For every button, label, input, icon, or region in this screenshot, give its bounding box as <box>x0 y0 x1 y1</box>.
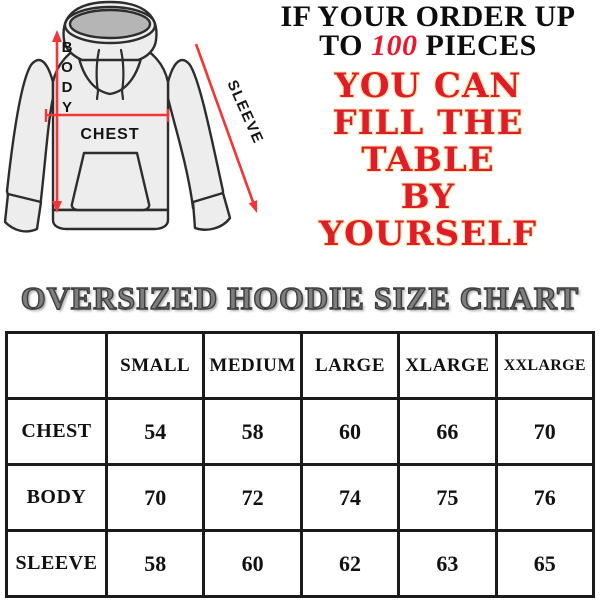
sleeve-medium-value: 60 <box>204 531 301 597</box>
order-quantity: 100 <box>370 29 418 62</box>
table-row-body <box>7 465 594 531</box>
promo-line: BY <box>400 177 456 217</box>
sleeve-xlarge-value: 63 <box>399 531 496 597</box>
headline-line-1: IF YOUR ORDER UP <box>280 0 576 33</box>
hoodie-hem-band <box>53 210 168 229</box>
chest-xxlarge-value: 70 <box>496 399 593 465</box>
body-medium-value: 72 <box>204 465 301 531</box>
promo-line: TABLE <box>361 140 495 180</box>
sleeve-small-value: 58 <box>107 531 204 597</box>
promo-line: YOU CAN <box>334 66 522 106</box>
chest-medium-value: 58 <box>204 399 301 465</box>
body-arrow-top-head <box>52 30 62 42</box>
column-header-xlarge: XLARGE <box>399 333 496 399</box>
size-table <box>5 331 595 598</box>
sleeve-label: SLEEVE <box>223 77 267 147</box>
sleeve-xxlarge-value: 65 <box>496 531 593 597</box>
chest-small-value: 54 <box>107 399 204 465</box>
hoodie-measurement-diagram <box>0 0 270 265</box>
column-header-xxlarge: XXLARGE <box>496 333 593 399</box>
chest-large-value: 60 <box>301 399 398 465</box>
chest-xlarge-value: 66 <box>399 399 496 465</box>
table-row-sleeve <box>7 531 594 597</box>
table-row-chest <box>7 399 594 465</box>
body-xxlarge-value: 76 <box>496 465 593 531</box>
body-label-letter: Y <box>61 99 73 116</box>
column-header-small: SMALL <box>107 333 204 399</box>
chest-label: CHEST <box>80 126 140 143</box>
hoodie-pocket <box>72 153 149 210</box>
promo-text <box>256 68 600 253</box>
row-label-sleeve: SLEEVE <box>7 531 107 597</box>
row-label-body: BODY <box>7 465 107 531</box>
hoodie-left-cuff <box>5 194 41 231</box>
headline-line2-prefix: TO <box>319 29 363 62</box>
promo-line: YOURSELF <box>318 214 538 254</box>
row-label-chest: CHEST <box>7 399 107 465</box>
corner-cell <box>7 333 107 399</box>
column-header-medium: MEDIUM <box>204 333 301 399</box>
headline-block <box>256 2 600 253</box>
body-label-letter: B <box>61 39 73 56</box>
body-label-letter: O <box>61 59 73 76</box>
headline-line-2 <box>256 31 600 60</box>
body-label-letter: D <box>61 79 73 96</box>
chart-title: OVERSIZED HOODIE SIZE CHART <box>20 280 580 316</box>
promo-line: FILL THE <box>332 103 524 143</box>
body-xlarge-value: 75 <box>399 465 496 531</box>
column-header-large: LARGE <box>301 333 398 399</box>
hoodie-right-sleeve <box>168 60 223 208</box>
body-small-value: 70 <box>107 465 204 531</box>
headline-line2-suffix: PIECES <box>425 29 537 62</box>
table-header-row <box>7 333 594 399</box>
hood-opening <box>70 10 150 38</box>
hoodie-left-sleeve <box>7 60 53 208</box>
sleeve-large-value: 62 <box>301 531 398 597</box>
body-large-value: 74 <box>301 465 398 531</box>
